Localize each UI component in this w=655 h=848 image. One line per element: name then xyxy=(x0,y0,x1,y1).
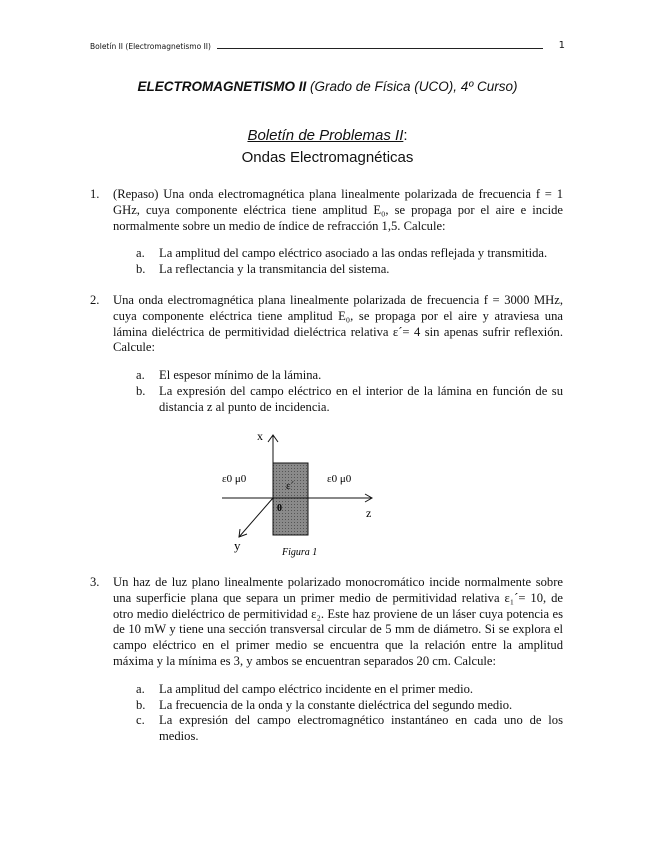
part-label: b. xyxy=(136,262,146,277)
part-label: a. xyxy=(136,246,145,261)
part-text: La amplitud del campo eléctrico incidente en el primer medio. xyxy=(159,681,474,696)
problem-text: Un haz de luz plano linealmente polarizado monocromático incide normalmente sobre una superficie plana que separa un primer medio de permitividad relativa ε₁´= 10, de otro medio dieléctrico de permitividad ε₂. Este haz proviene de un láser cuya potencia es de 10 mW y tiene una sección transversal circular de 5 mm de diámetro. Si se explora el campo eléctrico en el primer medio se encuentra que la relación entre la amplitud máxima y la mínima es 3, y ambos se encuentran separados 20 cm. Calcule: xyxy=(113,575,563,668)
page-number: 1 xyxy=(558,40,565,51)
title-bold: ELECTROMAGNETISMO II xyxy=(137,79,307,94)
part-label: a. xyxy=(136,368,145,383)
problem-number: 2. xyxy=(90,293,100,307)
part-text: La amplitud del campo eléctrico asociado a las ondas reflejada y transmitida. xyxy=(159,246,548,261)
running-title: Boletín II (Electromagnetismo II) xyxy=(90,42,211,51)
subtitle-colon: : xyxy=(403,127,408,144)
y-axis xyxy=(239,498,273,537)
y-axis-label: y xyxy=(234,538,241,553)
z-axis-label: z xyxy=(366,506,372,520)
part-text: El espesor mínimo de la lámina. xyxy=(159,368,322,383)
left-medium-label: ε0 μ0 xyxy=(222,473,247,485)
title-rest: (Grado de Física (UCO), 4º Curso) xyxy=(306,79,518,94)
part-text: La frecuencia de la onda y la constante dieléctrica del segundo medio. xyxy=(159,697,513,712)
problem-number: 1. xyxy=(90,187,100,201)
part-label: a. xyxy=(136,681,145,696)
problem-text: (Repaso) Una onda electromagnética plana linealmente polarizada de frecuencia f = 1 GHz, cuya componente eléctrica tiene amplitud E₀, se propaga por el aire e incide normalmente sobre un medio de índice de refracción 1,5. Calcule: xyxy=(113,187,563,233)
slab-label: ε´ xyxy=(286,480,295,492)
part-label: b. xyxy=(136,697,146,712)
problem-part xyxy=(136,698,563,714)
part-label: c. xyxy=(136,713,145,728)
problem-3 xyxy=(90,575,563,745)
part-label: b. xyxy=(136,383,146,398)
problem-number: 3. xyxy=(90,575,100,589)
dielectric-slab xyxy=(273,463,308,535)
subtitle-underlined: Boletín de Problemas II xyxy=(247,127,404,144)
figure-caption: Figura 1 xyxy=(282,547,318,558)
problem-part xyxy=(136,713,563,745)
right-medium-label: ε0 μ0 xyxy=(327,473,352,485)
origin-label: 0 xyxy=(277,503,282,514)
x-axis-label: x xyxy=(257,429,263,443)
part-text: La expresión del campo eléctrico en el interior de la lámina en función de su distancia z al punto de incidencia. xyxy=(159,383,563,414)
problem-text: Una onda electromagnética plana linealmente polarizada de frecuencia f = 3000 MHz, cuya componente eléctrica tiene amplitud E₀, se propaga por el aire y atraviesa una lámina dieléctrica de permitividad dieléctrica relativa ε´= 4 sin apenas sufrir reflexión. Calcule: xyxy=(113,293,563,355)
part-text: La reflectancia y la transmitancia del sistema. xyxy=(159,262,390,277)
part-text: La expresión del campo electromagnético instantáneo en cada uno de los medios. xyxy=(159,713,563,744)
subtitle-topic: Ondas Electromagnéticas xyxy=(241,149,414,166)
problem-part xyxy=(136,682,563,698)
